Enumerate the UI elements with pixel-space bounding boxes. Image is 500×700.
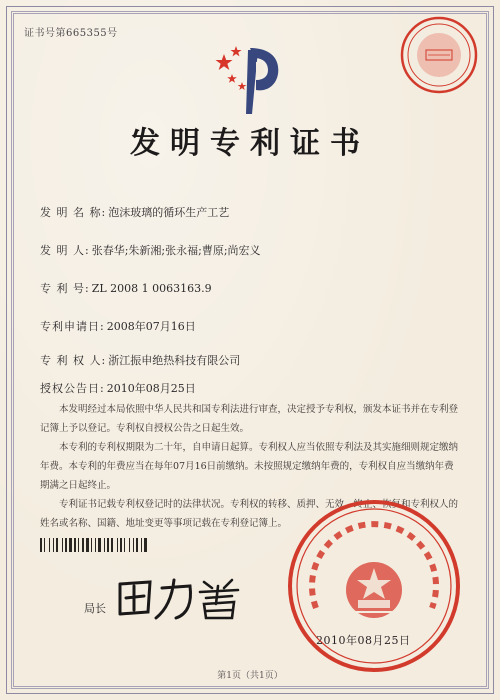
grant-date-row bbox=[40, 380, 196, 396]
filing-date-label: 专利申请日: bbox=[40, 320, 105, 333]
body-paragraph: 本发明经过本局依照中华人民共和国专利法进行审查，决定授予专利权，颁发本证书并在专利登记簿上予以登记。专利权自授权公告之日起生效。 bbox=[40, 404, 459, 434]
page-number: 第1页（共1页） bbox=[217, 671, 283, 681]
body-paragraph: 本专利的专利权期限为二十年，自申请日起算。专利权人应当依照专利法及其实施细则规定缴纳年费。本专利的年费应当在每年07月16日前缴纳。未按照规定缴纳年费的，专利权自应当缴纳年费期满之日起终止。 bbox=[40, 442, 459, 491]
seal-date: 2010年08月25日 bbox=[316, 634, 411, 647]
patent-number-row bbox=[40, 280, 212, 296]
inventors-label: 发 明 人: bbox=[40, 244, 90, 257]
invention-name-row bbox=[40, 204, 229, 220]
patent-office-logo-icon bbox=[212, 40, 284, 116]
barcode-icon bbox=[40, 538, 238, 552]
filing-date-row bbox=[40, 318, 196, 334]
filing-date-value: 2008年07月16日 bbox=[106, 320, 196, 333]
certificate-title: 发明专利证书 bbox=[130, 126, 370, 161]
grant-date-value: 2010年08月25日 bbox=[106, 382, 196, 395]
invention-name-value: 泡沫玻璃的循环生产工艺 bbox=[108, 206, 230, 219]
signature-label: 局长 bbox=[84, 602, 106, 615]
patent-number-label: 专 利 号: bbox=[40, 282, 90, 295]
inventors-row bbox=[40, 242, 261, 258]
patent-number-value: ZL 2008 1 0063163.9 bbox=[91, 282, 212, 295]
certificate-number: 证书号第665355号 bbox=[24, 28, 118, 39]
director-signature-icon bbox=[112, 572, 252, 622]
inventors-value: 张春华;朱新湘;张永福;曹原;尚宏义 bbox=[91, 244, 261, 257]
body-paragraph: 专利证书记载专利权登记时的法律状况。专利权的转移、质押、无效、终止、恢复和专利权人的姓名或名称、国籍、地址变更等事项记载在专利登记簿上。 bbox=[40, 499, 459, 529]
invention-name-label: 发 明 名 称: bbox=[40, 206, 107, 219]
patentee-value: 浙江振申绝热科技有限公司 bbox=[108, 354, 241, 367]
top-seal-icon bbox=[398, 14, 480, 96]
patentee-row bbox=[40, 352, 240, 368]
patentee-label: 专 利 权 人: bbox=[40, 354, 107, 367]
grant-date-label: 授权公告日: bbox=[40, 382, 105, 395]
